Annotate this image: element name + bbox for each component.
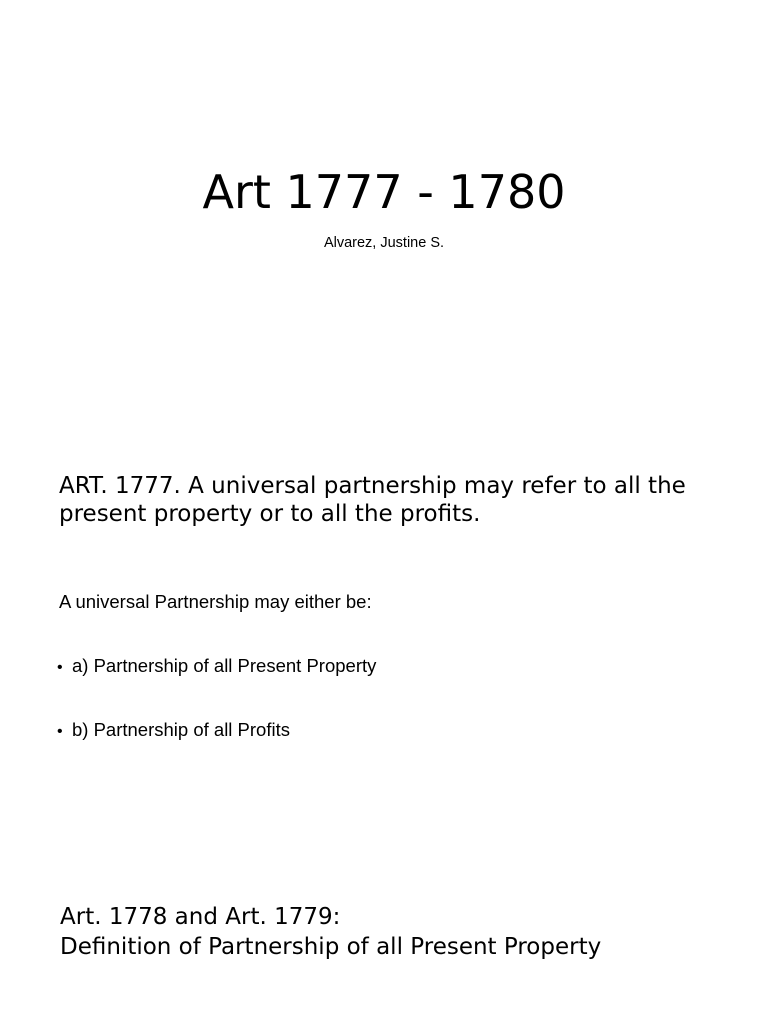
list-item bbox=[57, 654, 376, 678]
partnership-types-list bbox=[57, 654, 376, 742]
section-heading-definition: Definition of Partnership of all Present Property bbox=[60, 934, 602, 960]
section-heading bbox=[60, 902, 750, 962]
bullet-icon: • bbox=[57, 659, 63, 676]
slide-subtitle-author: Alvarez, Justine S. bbox=[323, 235, 445, 251]
article-1777-heading: ART. 1777. A universal partnership may refer to all the present property or to all the profits. bbox=[59, 473, 686, 527]
slide-title: Art 1777 - 1780 bbox=[202, 165, 566, 219]
section-heading-articles: Art. 1778 and Art. 1779: bbox=[60, 904, 341, 930]
bullet-icon: • bbox=[57, 723, 63, 740]
list-item bbox=[57, 718, 376, 742]
list-item-text: b) Partnership of all Profits bbox=[72, 719, 290, 740]
universal-partnership-intro: A universal Partnership may either be: bbox=[59, 591, 372, 612]
list-item-text: a) Partnership of all Present Property bbox=[72, 655, 377, 676]
